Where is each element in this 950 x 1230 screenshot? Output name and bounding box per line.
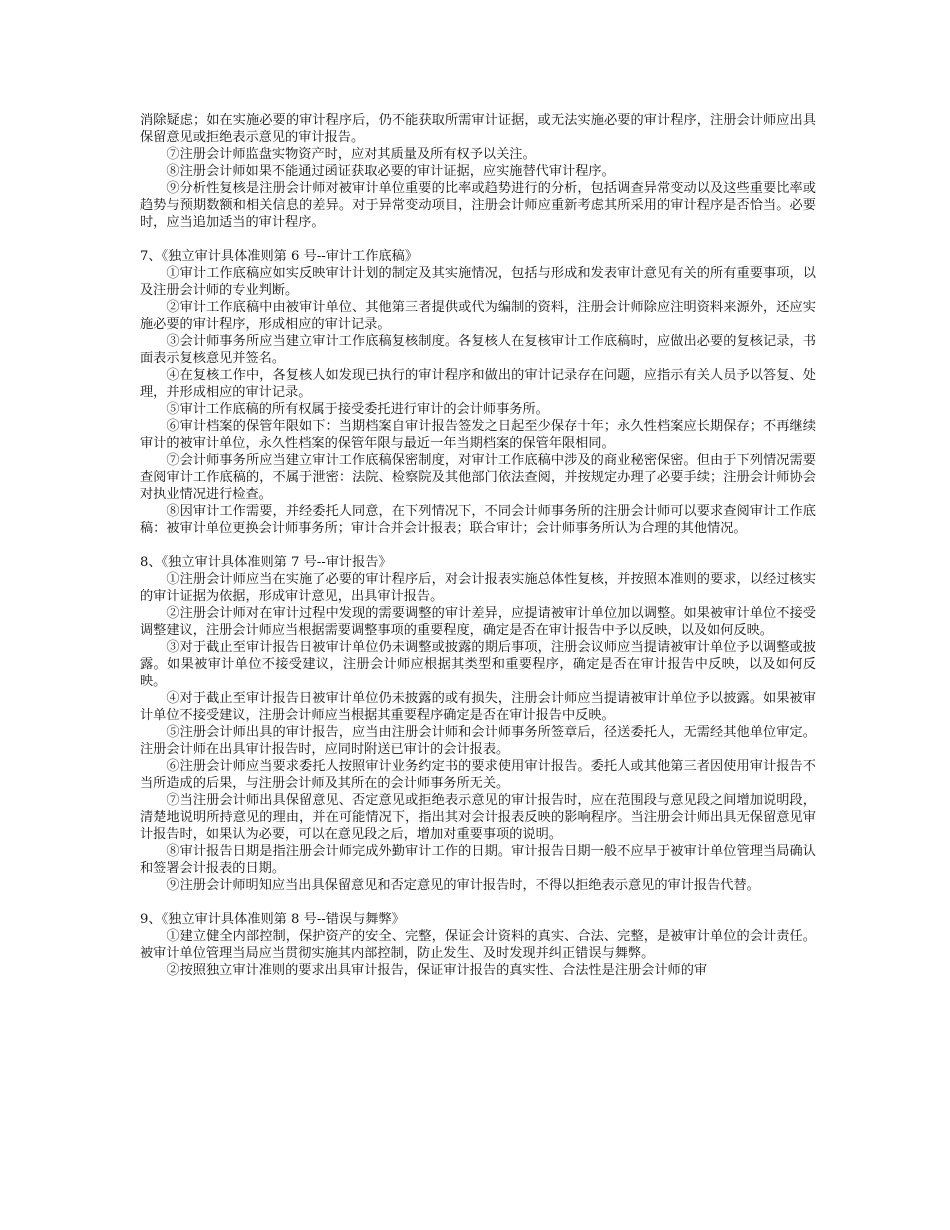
paragraph: ⑤注册会计师出具的审计报告，应当由注册会计师和会计师事务所签章后，径送委托人，无需经其他单位审定。注册会计师在出具审计报告时，应同时附送已审计的会计报表。 [140,725,816,757]
paragraph: ⑦当注册会计师出具保留意见、否定意见或拒绝表示意见的审计报告时，应在范围段与意见段之间增加说明段，清楚地说明所持意见的理由，并在可能情况下，指出其对会计报表反映的影响程序。当注册会计师出具无保留意见审计报告时，如果认为必要，可以在意见段之后，增加对重要事项的说明。 [140,793,816,842]
paragraph: ②审计工作底稿中由被审计单位、其他第三者提供或代为编制的资料，注册会计师除应注明资料来源外，还应实施必要的审计程序，形成相应的审计记录。 [140,300,816,332]
section-heading: 9、《独立审计具体准则第 8 号--错误与舞弊》 [140,912,405,927]
paragraph: ⑥审计档案的保管年限如下：当期档案自审计报告签发之日起至少保存十年；永久性档案应长期保存；不再继续审计的被审计单位，永久性档案的保管年限与最近一年当期档案的保管年限相同。 [140,419,816,451]
intro-block [140,112,816,231]
paragraph: ②注册会计师对在审计过程中发现的需要调整的审计差异，应提请被审计单位加以调整。如果被审计单位不接受调整建议，注册会计师应当根据需要调整事项的重要程度，确定是否在审计报告中予以反映，以及如何反映。 [140,606,816,638]
paragraph: 消除疑虑；如在实施必要的审计程序后，仍不能获取所需审计证据，或无法实施必要的审计程序，注册会计师应出具 保留意见或拒绝表示意见的审计报告。 [140,113,816,145]
paragraph: ④在复核工作中，各复核人如发现已执行的审计程序和做出的审计记录存在问题，应指示有关人员予以答复、处理，并形成相应的审计记录。 [140,368,816,400]
paragraph: ⑧注册会计师如果不能通过函证获取必要的审计证据，应实施替代审计程序。 [166,164,615,179]
paragraph: ⑧审计报告日期是指注册会计师完成外勤审计工作的日期。审计报告日期一般不应早于被审计单位管理当局确认和签署会计报表的日期。 [140,844,816,876]
paragraph: ④对于截止至审计报告日被审计单位仍未披露的或有损失，注册会计师应当提请被审计单位予以披露。如果被审计单位不接受建议，注册会计师应当根据其重要程序确定是否在审计报告中反映。 [140,691,816,723]
paragraph: ⑨注册会计师明知应当出具保留意见和否定意见的审计报告时，不得以拒绝表示意见的审计报告代替。 [166,878,760,893]
paragraph: ⑨分析性复核是注册会计师对被审计单位重要的比率或趋势进行的分析，包括调查异常变动以及这些重要比率或趋势与预期数额和相关信息的差异。对于异常变动项目，注册会计师应重新考虑其所采用的审计程序是否恰当。必要时，应当追加适当的审计程序。 [140,181,816,230]
paragraph: ③会计师事务所应当建立审计工作底稿复核制度。各复核人在复核审计工作底稿时，应做出必要的复核记录，书面表示复核意见并签名。 [140,334,816,366]
section-7 [140,248,816,537]
section-8 [140,554,816,894]
paragraph: ⑦注册会计师监盘实物资产时，应对其质量及所有权予以关注。 [166,147,536,162]
document-page [140,112,816,979]
paragraph: ③对于截止至审计报告日被审计单位仍未调整或披露的期后事项，注册会议师应当提请被审计单位予以调整或披露。如果被审计单位不接受建议，注册会计师应根据其类型和重要程序，确定是否在审计报告中反映，以及如何反映。 [140,640,816,689]
section-heading: 7、《独立审计具体准则第 6 号--审计工作底稿》 [140,249,419,264]
paragraph: ⑦会计师事务所应当建立审计工作底稿保密制度，对审计工作底稿中涉及的商业秘密保密。但由于下列情况需要查阅审计工作底稿的，不属于泄密：法院、检察院及其他部门依法查阅，并按规定办理了必要手续；注册会计师协会对执业情况进行检查。 [140,453,816,502]
paragraph: ②按照独立审计准则的要求出具审计报告，保证审计报告的真实性、合法性是注册会计师的审 [166,963,708,978]
paragraph: ⑧因审计工作需要，并经委托人同意，在下列情况下，不同会计师事务所的注册会计师可以要求查阅审计工作底稿：被审计单位更换会计师事务所；审计合并会计报表；联合审计；会计师事务所认为合理的其他情况。 [140,504,816,536]
paragraph: ⑤审计工作底稿的所有权属于接受委托进行审计的会计师事务所。 [166,402,549,417]
section-9 [140,911,816,979]
paragraph: ⑥注册会计师应当要求委托人按照审计业务约定书的要求使用审计报告。委托人或其他第三者因使用审计报告不当所造成的后果，与注册会计师及其所在的会计师事务所无关。 [140,759,816,791]
paragraph: ①建立健全内部控制，保护资产的安全、完整，保证会计资料的真实、合法、完整，是被审计单位的会计责任。被审计单位管理当局应当贯彻实施其内部控制，防止发生、及时发现并纠正错误与舞弊。 [140,929,816,961]
paragraph: ①注册会计师应当在实施了必要的审计程序后，对会计报表实施总体性复核，并按照本准则的要求，以经过核实的审计证据为依据，形成审计意见，出具审计报告。 [140,572,816,604]
paragraph: ①审计工作底稿应如实反映审计计划的制定及其实施情况，包括与形成和发表审计意见有关的所有重要事项，以及注册会计师的专业判断。 [140,266,816,298]
section-heading: 8、《独立审计具体准则第 7 号--审计报告》 [140,555,392,570]
